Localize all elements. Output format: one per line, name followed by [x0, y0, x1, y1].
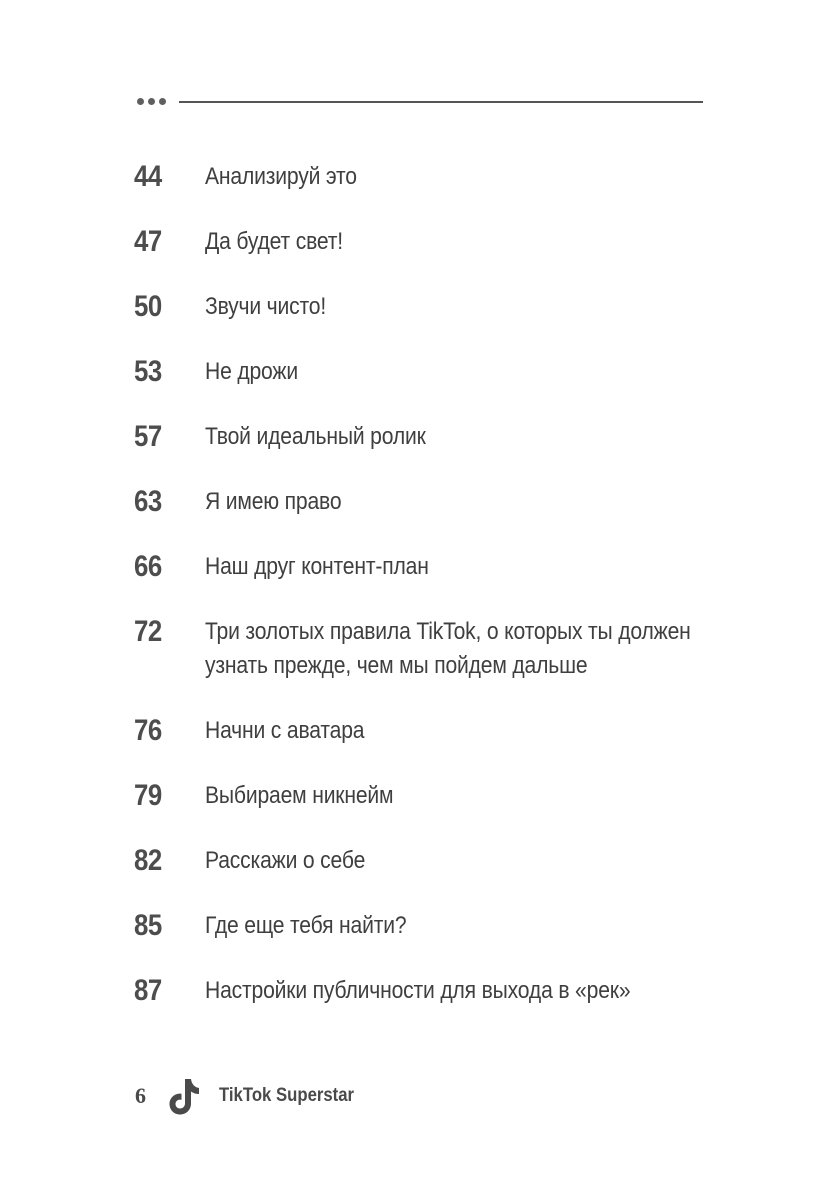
dot: [148, 98, 155, 105]
toc-entry: [134, 160, 724, 194]
toc-entry: [134, 714, 724, 748]
toc-title: Не дрожи: [205, 358, 298, 385]
toc-title: Настройки публичности для выхода в «рек»: [205, 977, 631, 1004]
toc-entry: [134, 420, 724, 454]
dot: [137, 98, 144, 105]
toc-page-number: 85: [134, 909, 162, 942]
toc-entry: [134, 550, 724, 584]
toc-entry: [134, 355, 724, 389]
toc-entry: [134, 974, 724, 1008]
toc-page-number: 87: [134, 974, 162, 1007]
toc-entry: [134, 225, 724, 259]
toc-title: [205, 615, 725, 683]
toc-title: Твой идеальный ролик: [205, 423, 426, 450]
toc-page-number: 47: [134, 225, 162, 258]
tiktok-note-icon: [167, 1076, 201, 1116]
footer-page-number: 6: [135, 1083, 146, 1108]
toc-entry: [134, 909, 724, 943]
toc-entry: [134, 779, 724, 813]
toc-entry: [134, 615, 724, 683]
toc-title: Да будет свет!: [205, 228, 343, 255]
ellipsis-dots: [137, 98, 166, 105]
toc-title: Анализируй это: [205, 163, 357, 190]
toc-page-number: 44: [134, 160, 162, 193]
toc-entry: [134, 485, 724, 519]
toc-page-number: 53: [134, 355, 162, 388]
toc-page-number: 72: [134, 615, 162, 648]
toc-title: Начни с аватара: [205, 717, 365, 744]
divider-line: [179, 101, 703, 103]
toc-entry: [134, 844, 724, 878]
toc-title: Расскажи о себе: [205, 847, 366, 874]
dot: [159, 98, 166, 105]
toc-page-number: 50: [134, 290, 162, 323]
toc-page-number: 63: [134, 485, 162, 518]
toc-page-number: 82: [134, 844, 162, 877]
header-rule: [137, 96, 703, 108]
toc-title: Звучи чисто!: [205, 293, 327, 320]
page-footer: [135, 1076, 372, 1116]
toc-title: Я имею право: [205, 488, 342, 515]
toc-title: Наш друг контент-план: [205, 553, 429, 580]
toc-page-number: 76: [134, 714, 162, 747]
toc-title-line: узнать прежде, чем мы пойдем дальше: [205, 652, 588, 679]
toc-page-number: 57: [134, 420, 162, 453]
toc-title: Выбираем никнейм: [205, 782, 394, 809]
toc-title: Где еще тебя найти?: [205, 912, 407, 939]
toc-entry: [134, 290, 724, 324]
toc-title-line: Три золотых правила TikTok, о которых ты должен: [205, 618, 691, 645]
book-title: TikTok Superstar: [219, 1085, 355, 1106]
table-of-contents: [134, 160, 724, 1039]
toc-page-number: 66: [134, 550, 162, 583]
toc-page-number: 79: [134, 779, 162, 812]
